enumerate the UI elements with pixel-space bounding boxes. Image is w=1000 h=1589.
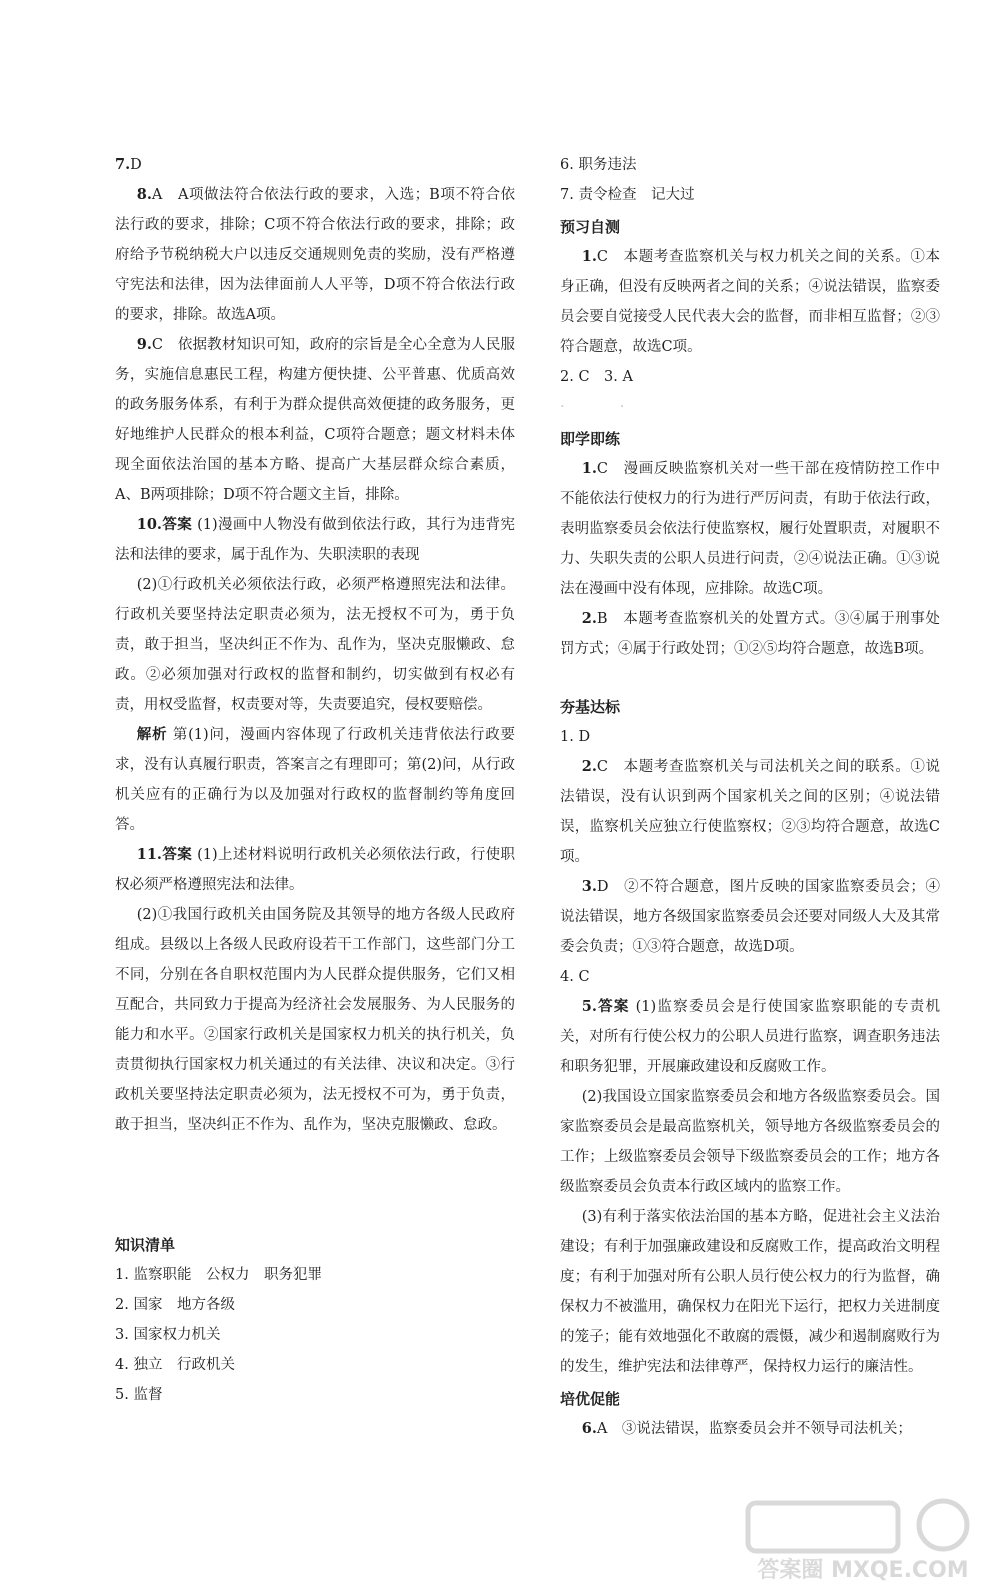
answer-10-part2: (2)①行政机关必须依法行政，必须严格遵照宪法和法律。行政机关要坚持法定职责必须为，法无授权不可为，勇于负责，敢于担当，坚决纠正不作为、乱作为，坚决克服懒政、怠政。②必须加强对行政权的监督和制约，切实做到有权必有责，用权受监督，权责要对等，失责要追究，侵权要赔偿。 — [115, 577, 515, 713]
left-column — [115, 150, 515, 1410]
analysis-10: 解析 第(1)问，漫画内容体现了行政机关违背依法行政要求，没有认真履行职责，答案言之有理即可；第(2)问，从行政机关应有的正确行为以及加强对行政权的监督制约等角度回答。 — [115, 726, 516, 833]
knowledge-list — [115, 1260, 515, 1410]
foundation-answer-4: 4. C — [560, 969, 590, 985]
watermark-logo — [738, 1493, 988, 1583]
list-item: 4. 独立 行政机关 — [115, 1357, 235, 1373]
preview-answer-1: 1.C 本题考查监察机关与权力机关之间的关系。①本身正确，但没有反映两者之间的关系；④说法错误，监察委员会要自觉接受人民代表大会的监督，而非相互监督；②③符合题意，故选C项。 — [560, 248, 940, 355]
foundation-answer-3: 3.D ②不符合题意，图片反映的国家监察委员会；④说法错误，地方各级国家监察委员会还要对同级人大及其常委会负责；①③符合题意，故选D项。 — [560, 878, 940, 955]
list-item: 3. 国家权力机关 — [115, 1327, 221, 1343]
answer-8: 8.A A项做法符合依法行政的要求，入选；B项不符合依法行政的要求，排除；C项不符合依法行政的要求，排除；政府给予节税纳税大户以违反交通规则免责的奖励，没有严格遵守宪法和法律，因为法律面前人人平等，D项不符合依法行政的要求，排除。故选A项。 — [115, 186, 515, 323]
section-title-practice: 即学即练 — [560, 430, 621, 448]
section-title-preview: 预习自测 — [560, 218, 621, 236]
answer-r6: 6. 职务违法 — [560, 157, 637, 173]
foundation-answer-2: 2.C 本题考查监察机关与司法机关之间的联系。①说法错误，没有认识到两个国家机关之间的区别；④说法错误，监察机关应独立行使监察权；②③均符合题意，故选C项。 — [560, 758, 940, 865]
list-item: 5. 监督 — [115, 1387, 163, 1403]
practice-answer-2: 2.B 本题考查监察机关的处置方式。③④属于刑事处罚方式；④属于行政处罚；①②⑤均符合题意，故选B项。 — [560, 610, 940, 657]
foundation-answer-5-part1: 5.答案 (1)监察委员会是行使国家监察职能的专责机关，对所有行使公权力的公职人员进行监察，调查职务违法和职务犯罪，开展廉政建设和反腐败工作。 — [560, 998, 941, 1075]
answer-10-part1: 10.答案 (1)漫画中人物没有做到依法行政，其行为违背宪法和法律的要求，属于乱作为、失职渎职的表现 — [115, 516, 515, 563]
preview-answer-2-3: 2. C 3. A — [560, 369, 633, 385]
list-item: 1. 监察职能 公权力 职务犯罪 — [115, 1267, 322, 1283]
foundation-answer-1: 1. D — [560, 729, 591, 745]
watermark-text: 答案圈 MXQE.COM — [757, 1558, 969, 1583]
section-title-foundation: 夯基达标 — [560, 698, 621, 716]
faint-marks: · · — [560, 399, 637, 415]
answer-11-part1: 11.答案 (1)上述材料说明行政机关必须依法行政，行使职权必须严格遵照宪法和法律。 — [115, 846, 515, 893]
practice-answer-1: 1.C 漫画反映监察机关对一些干部在疫情防控工作中不能依法行使权力的行为进行严厉问责，有助于依法行政，表明监察委员会依法行使监察权，履行处置职责，对履职不力、失职失责的公职人员进行问责，②④说法正确。①③说法在漫画中没有体现，应排除。故选C项。 — [560, 460, 940, 597]
advance-answer-6: 6.A ③说法错误，监察委员会并不领导司法机关； — [581, 1420, 912, 1437]
spacer — [115, 1140, 515, 1228]
answer-r7: 7. 责令检查 记大过 — [560, 187, 695, 203]
answer-9: 9.C 依据教材知识可知，政府的宗旨是全心全意为人民服务，实施信息惠民工程，构建方便快捷、公平普惠、优质高效的政务服务体系，有利于为群众提供高效便捷的政务服务，更好地维护人民群众的根本利益，C项符合题意；题文材料未体现全面依法治国的基本方略、提高广大基层群众综合素质，A、B两项排除；D项不符合题文主旨，排除。 — [115, 336, 515, 503]
section-title-advance: 培优促能 — [560, 1390, 621, 1408]
foundation-answer-5-part2: (2)我国设立国家监察委员会和地方各级监察委员会。国家监察委员会是最高监察机关，领导地方各级监察委员会的工作；上级监察委员会领导下级监察委员会的工作；地方各级监察委员会负责本行政区域内的监察工作。 — [560, 1089, 940, 1195]
section-title-knowledge: 知识清单 — [115, 1236, 176, 1254]
answer-11-part2: (2)①我国行政机关由国务院及其领导的地方各级人民政府组成。县级以上各级人民政府设若干工作部门，这些部门分工不同，分别在各自职权范围内为人民群众提供服务，它们又相互配合，共同致力于提高为经济社会发展服务、为人民服务的能力和水平。②国家行政机关是国家权力机关的执行机关，负责贯彻执行国家权力机关通过的有关法律、决议和决定。③行政机关要坚持法定职责必须为，法无授权不可为，勇于负责，敢于担当，坚决纠正不作为、乱作为，坚决克服懒政、怠政。 — [115, 907, 515, 1133]
spacer — [560, 664, 940, 690]
foundation-answer-5-part3: (3)有利于落实依法治国的基本方略，促进社会主义法治建设；有利于加强廉政建设和反腐败工作，提高政治文明程度；有利于加强对所有公职人员行使公权力的行为监督，确保权力不被滥用，确保权力在阳光下运行，把权力关进制度的笼子；能有效地强化不敢腐的震慑，减少和遏制腐败行为的发生，维护宪法和法律尊严，保持权力运行的廉洁性。 — [560, 1209, 940, 1375]
answer-7: 7.D — [115, 156, 142, 173]
right-column — [560, 150, 940, 1444]
list-item: 2. 国家 地方各级 — [115, 1297, 235, 1313]
